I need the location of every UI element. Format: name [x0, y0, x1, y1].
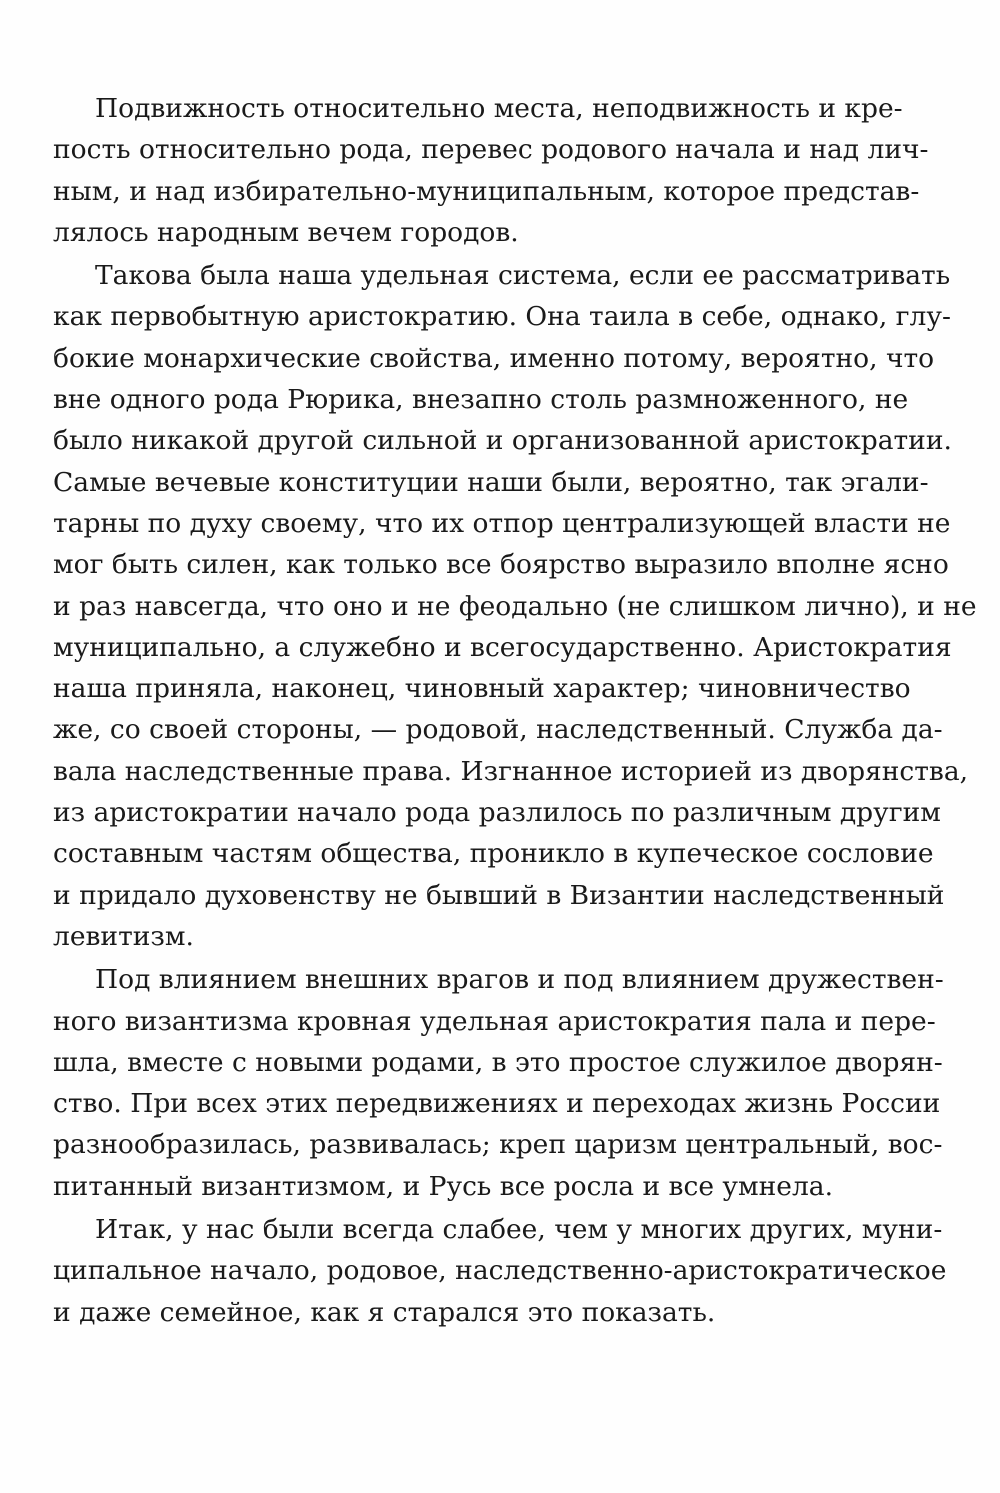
- text-line: Такова была наша удельная система, если ее рассматривать: [95, 260, 951, 292]
- text-line: ного византизма кровная удельная аристократия пала и пере-: [53, 1005, 936, 1037]
- text-line: ство. При всех этих передвижениях и переходах жизнь России: [53, 1088, 941, 1120]
- text-line: вне одного рода Рюрика, внезапно столь размноженного, не: [53, 384, 909, 416]
- text-line: ным, и над избирательно-муниципальным, которое представ-: [53, 175, 920, 207]
- text-line: и раз навсегда, что оно и не феодально (не слишком лично), и не: [53, 590, 977, 622]
- paragraph-1: [53, 88, 929, 253]
- text-line: и даже семейное, как я старался это показать.: [53, 1296, 716, 1328]
- text-line: составным частям общества, проникло в купеческое сословие: [53, 838, 934, 870]
- text-line: шла, вместе с новыми родами, в это простое служилое дворян-: [53, 1046, 943, 1078]
- text-line: муниципально, а служебно и всегосударственно. Аристократия: [53, 631, 952, 663]
- text-line: же, со своей стороны, — родовой, наследственный. Служба да-: [53, 714, 943, 746]
- paragraph-3: [53, 959, 944, 1207]
- text-line: вала наследственные права. Изгнанное историей из дворянства,: [53, 755, 969, 787]
- text-line: наша приняла, наконец, чиновный характер; чиновничество: [53, 673, 911, 705]
- paragraph-2: [53, 255, 977, 957]
- text-line: левитизм.: [53, 920, 194, 952]
- text-line: лялось народным вечем городов.: [53, 216, 519, 248]
- text-line: Итак, у нас были всегда слабее, чем у многих других, муни-: [95, 1214, 943, 1246]
- text-line: Самые вечевые конституции наши были, вероятно, так эгали-: [53, 466, 929, 498]
- text-line: было никакой другой сильной и организованной аристократии.: [53, 425, 952, 457]
- text-line: мог быть силен, как только все боярство выразило вполне ясно: [53, 549, 949, 581]
- text-line: тарны по духу своему, что их отпор централизующей власти не: [53, 507, 951, 539]
- text-line: и придало духовенству не бывший в Византии наследственный: [53, 879, 945, 911]
- text-line: Подвижность относительно места, неподвижность и кре-: [95, 93, 903, 124]
- text-line: бокие монархические свойства, именно потому, вероятно, что: [53, 342, 935, 374]
- text-line: как первобытную аристократию. Она таила в себе, однако, глу-: [53, 301, 951, 333]
- text-line: питанный византизмом, и Русь все росла и все умнела.: [53, 1170, 834, 1202]
- text-line: пость относительно рода, перевес родового начала и над лич-: [53, 134, 929, 166]
- text-line: из аристократии начало рода разлилось по различным другим: [53, 797, 941, 829]
- text-line: Под влиянием внешних врагов и под влиянием дружествен-: [95, 964, 944, 996]
- paragraph-4: [53, 1209, 947, 1333]
- text-line: ципальное начало, родовое, наследственно-аристократическое: [53, 1255, 947, 1287]
- text-line: разнообразилась, развивалась; креп царизм центральный, вос-: [53, 1129, 943, 1161]
- body-text: [53, 88, 977, 1335]
